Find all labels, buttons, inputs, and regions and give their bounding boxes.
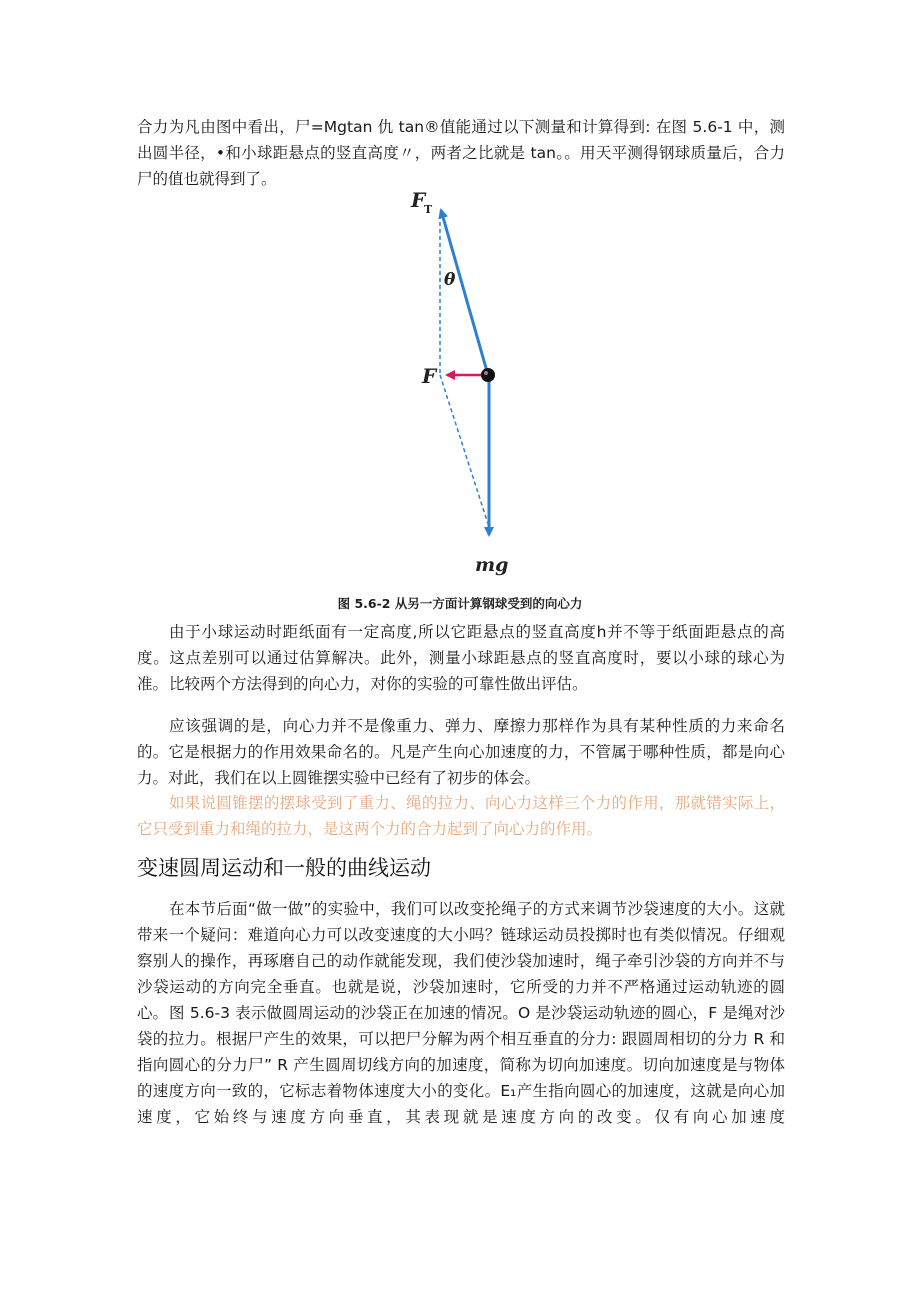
paragraph-tangential-acceleration: 图 5.6-3 表示做圆周运动的沙袋正在加速的情况。O 是沙袋运动轨迹的圆心，F 是绳对沙袋的拉力。根据尸产生的效果，可以把尸分解为两个相互垂直的分力: 跟圆周相切的分力 R 和指向圆心的分力尸” R 产生圆周切线方向的加速度，简称为切向加速度。切向加速度是与物体的速度方向一致的，它标志着物体速度大小的变化。E₁产生指向圆心的加速度，这就是向心加速度，它始终与速度方向垂直，其表现就是速度方向的改变。仅有向心加速度 — [137, 1004, 785, 1126]
label-ft-sub: T — [424, 203, 433, 216]
paragraph-evaluate: 比较两个方法得到的向心力，对你的实验的可靠性做出评估。 — [169, 675, 588, 693]
label-mg: mg — [475, 554, 509, 576]
figure-caption: 图 5.6-2 从另一方面计算钢球受到的向心力 — [337, 596, 583, 611]
label-f: F — [422, 364, 437, 388]
steel-ball — [481, 368, 495, 382]
label-ft: F — [411, 188, 426, 212]
dashed-diagonal-line — [440, 375, 490, 530]
paragraph-misconception-note: 如果说圆锥摆的摆球受到了重力、绳的拉力、向心力这样三个力的作用，那就错实际上，它只受到重力和绳的拉力，是这两个力的合力起到了向心力的作用。 — [137, 794, 785, 838]
paragraph-resultant-force: 合力为凡由图中看出，尸=Mgtan 仇 tan®值能通过以下测量和计算得到: 在图 5.6-1 中，测出圆半径，•和小球距悬点的竖直高度〃，两者之比就是 tan。。用天平测得钢球质量后，合力尸的值也就得到了。 — [137, 118, 785, 188]
tension-arrow — [441, 210, 488, 375]
force-diagram — [395, 185, 535, 580]
paragraph-height-note: 由于小球运动时距纸面有一定高度,所以它距悬点的竖直高度h并不等于纸面距悬点的高度。这点差别可以通过估算解决。此外，测量小球距悬点的竖直高度时，要以小球的球心为准。 — [137, 623, 785, 693]
label-theta: θ — [444, 270, 456, 290]
paragraph-variable-speed: 在本节后面“做一做”的实验中，我们可以改变抡绳子的方式来调节沙袋速度的大小。这就带来一个疑问：难道向心力可以改变速度的大小吗？链球运动员投掷时也有类似情况。仔细观察别人的操作，再琢磨自己的动作就能发现，我们使沙袋加速时，绳子牵引沙袋的方向并不与沙袋运动的方向完全垂直。也就是说，沙袋加速时，它所受的力并不严格通过运动轨迹的圆心。 — [137, 900, 785, 1022]
paragraph-centripetal-emphasis: 应该强调的是，向心力并不是像重力、弹力、摩擦力那样作为具有某种性质的力来命名的。它是根据力的作用效果命名的。凡是产生向心加速度的力，不管属于哪种性质，都是向心力。对此，我们在以上圆锥摆实验中已经有了初步的体会。 — [137, 717, 785, 787]
section-heading: 变速圆周运动和一般的曲线运动 — [137, 856, 431, 880]
